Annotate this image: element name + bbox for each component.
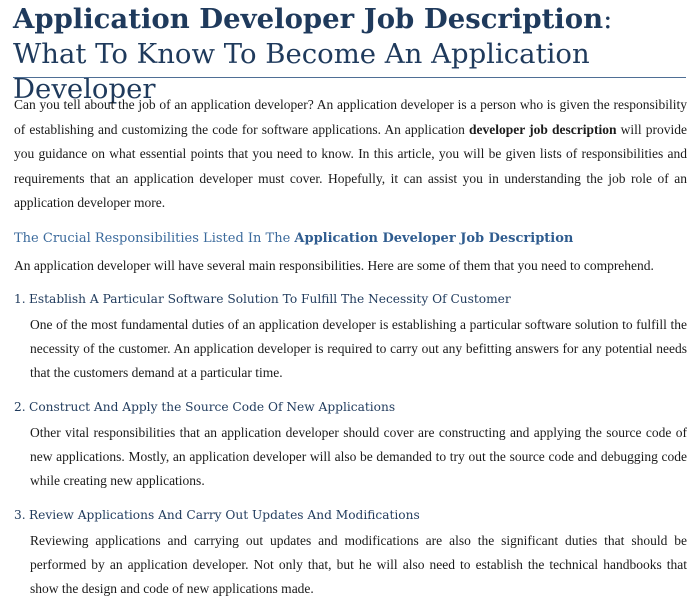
page-title (13, 2, 693, 107)
section-heading-bold: Application Developer Job Description (294, 231, 574, 246)
section-heading-prefix: The Crucial Responsibilities Listed In The (14, 231, 295, 246)
page-title-rest: : What To Know To Become An Application Developer (13, 3, 613, 105)
item-heading-1 (14, 289, 687, 309)
item-number-2: 2. (14, 400, 26, 414)
item-heading-2 (14, 397, 687, 417)
item-body-1: One of the most fundamental duties of an application developer is establishing a particular software solution to fulfill the necessity of the customer. An application developer is required to carry out any befitting answers for any potential needs that the customers demand at a particular time. (30, 317, 687, 380)
item-body-3: Reviewing applications and carrying out updates and modifications are also the significant duties that should be performed by an application developer. Not only that, but he will also need to establish the technical handbooks that show the design and code of new applications made. (30, 533, 687, 596)
title-divider (13, 77, 686, 78)
item-body-2: Other vital responsibilities that an application developer should cover are constructing and applying the source code of new applications. Mostly, an application developer will also be demanded to try out the source code and debugging code while creating new applications. (30, 425, 687, 488)
intro-text-2: will provide you guidance on what essential points that you need to know. In this article, you will be given lists of responsibilities and requirements that an application developer must cover. Hopefully, it can assist you in understanding the job role of an application developer more. (14, 121, 687, 210)
intro-paragraph (14, 93, 687, 216)
intro-bold-keyword: developer job description (469, 121, 617, 137)
section-heading (14, 229, 687, 249)
item-number-3: 3. (14, 508, 26, 522)
item-heading-3 (14, 505, 687, 525)
intro-text-1: Can you tell about the job of an application developer? An application developer is a person who is given the responsibility of establishing and customizing the code for software applications. An application (14, 97, 687, 137)
page-title-bold: Application Developer Job Description (13, 3, 604, 35)
item-heading-text-1: Establish A Particular Software Solution To Fulfill The Necessity Of Customer (29, 292, 511, 306)
item-number-1: 1. (14, 292, 26, 306)
section-lead-paragraph: An application developer will have several main responsibilities. Here are some of them that you need to comprehend. (14, 258, 654, 273)
item-heading-text-3: Review Applications And Carry Out Updates And Modifications (29, 508, 420, 522)
item-heading-text-2: Construct And Apply the Source Code Of New Applications (29, 400, 396, 414)
